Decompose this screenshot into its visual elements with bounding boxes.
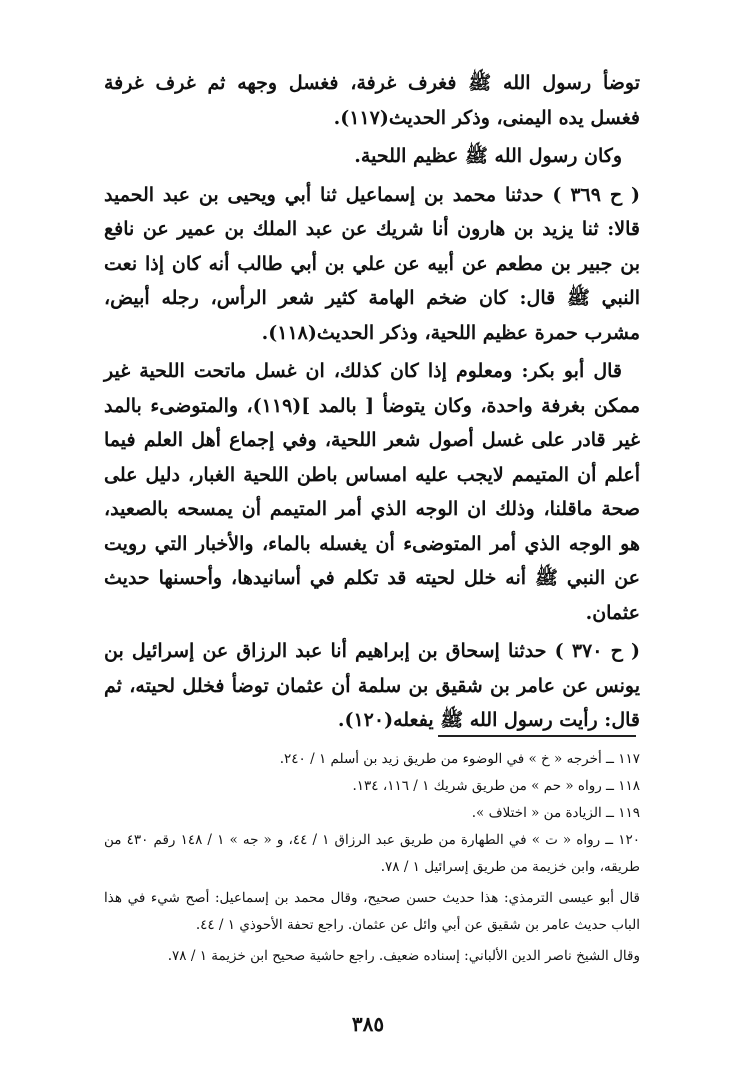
footnotes (104, 746, 640, 970)
footnote-119: ١١٩ ــ الزيادة من « اختلاف ». (471, 805, 640, 821)
footnote-120: ١٢٠ ــ رواه « ت » في الطهارة من طريق عبد الرزاق ١ / ٤٤، و « جه » ١ / ١٤٨ رقم ٤٣٠ من طريقه، وابن خزيمة من طريق إسرائيل ١ / ٧٨. (104, 832, 641, 875)
page-number: ٣٨٥ (351, 1012, 385, 1036)
main-text (104, 66, 640, 742)
footnote-120-tirmidhi: قال أبو عيسى الترمذي: هذا حديث حسن صحيح، وقال محمد بن إسماعيل: أصح شيء في هذا الباب حديث عامر بن شقيق عن أبي وائل عن عثمان. راجع تحفة الأحوذي ١ / ٤٤. (104, 890, 640, 933)
footnote-divider (438, 735, 636, 737)
paragraph-1: توضأ رسول الله ﷺ فغرف غرفة، فغسل وجهه ثم غرف غرفة فغسل يده اليمنى، وذكر الحديث(١١٧). (104, 72, 640, 129)
paragraph-2: وكان رسول الله ﷺ عظيم اللحية. (354, 145, 622, 167)
hadith-370: ( ح ٣٧٠ ) حدثنا إسحاق بن إبراهيم أنا عبد الرزاق عن إسرائيل بن يونس عن عامر بن شقيق بن سلمة أن عثمان توضأ فخلل لحيته، ثم قال: رأيت رسول الله ﷺ يفعله(١٢٠). (104, 640, 641, 731)
footnote-117: ١١٧ ــ أخرجه « خ » في الوضوء من طريق زيد بن أسلم ١ / ٢٤٠. (279, 751, 640, 767)
paragraph-abu-bakr: قال أبو بكر: ومعلوم إذا كان كذلك، ان غسل ماتحت اللحية غير ممكن بغرفة واحدة، وكان يتوضأ [ بالمد ](١١٩)، والمتوضىء بالمد غير قادر على غسل أصول شعر اللحية، وفي إجماع أهل العلم فيما أعلم أن المتيمم لايجب عليه امساس باطن اللحية الغبار، دليل على صحة ماقلنا، وذلك ان الوجه الذي أمر المتيمم أن يمسحه بالصعيد، هو الوجه الذي أمر المتوضىء أن يغسله بالماء، والأخبار التي رويت عن النبي ﷺ أنه خلل لحيته قد تكلم في أسانيدها، وأحسنها حديث عثمان. (104, 360, 641, 624)
hadith-369: ( ح ٣٦٩ ) حدثنا محمد بن إسماعيل ثنا أبي ويحيى بن عبد الحميد قالا: ثنا يزيد بن هارون أنا شريك عن عبد الملك بن عمير عن نافع بن جبير بن مطعم عن أبيه عن علي بن أبي طالب أنه كان إذا نعت النبي ﷺ قال: كان ضخم الهامة كثير شعر الرأس، رجله أبيض، مشرب حمرة عظيم اللحية، وذكر الحديث(١١٨). (104, 183, 641, 344)
footnote-120-albani: وقال الشيخ ناصر الدين الألباني: إسناده ضعيف. راجع حاشية صحيح ابن خزيمة ١ / ٧٨. (167, 948, 640, 964)
footnote-118: ١١٨ ــ رواه « حم » من طريق شريك ١ / ١١٦، ١٣٤. (352, 778, 640, 794)
